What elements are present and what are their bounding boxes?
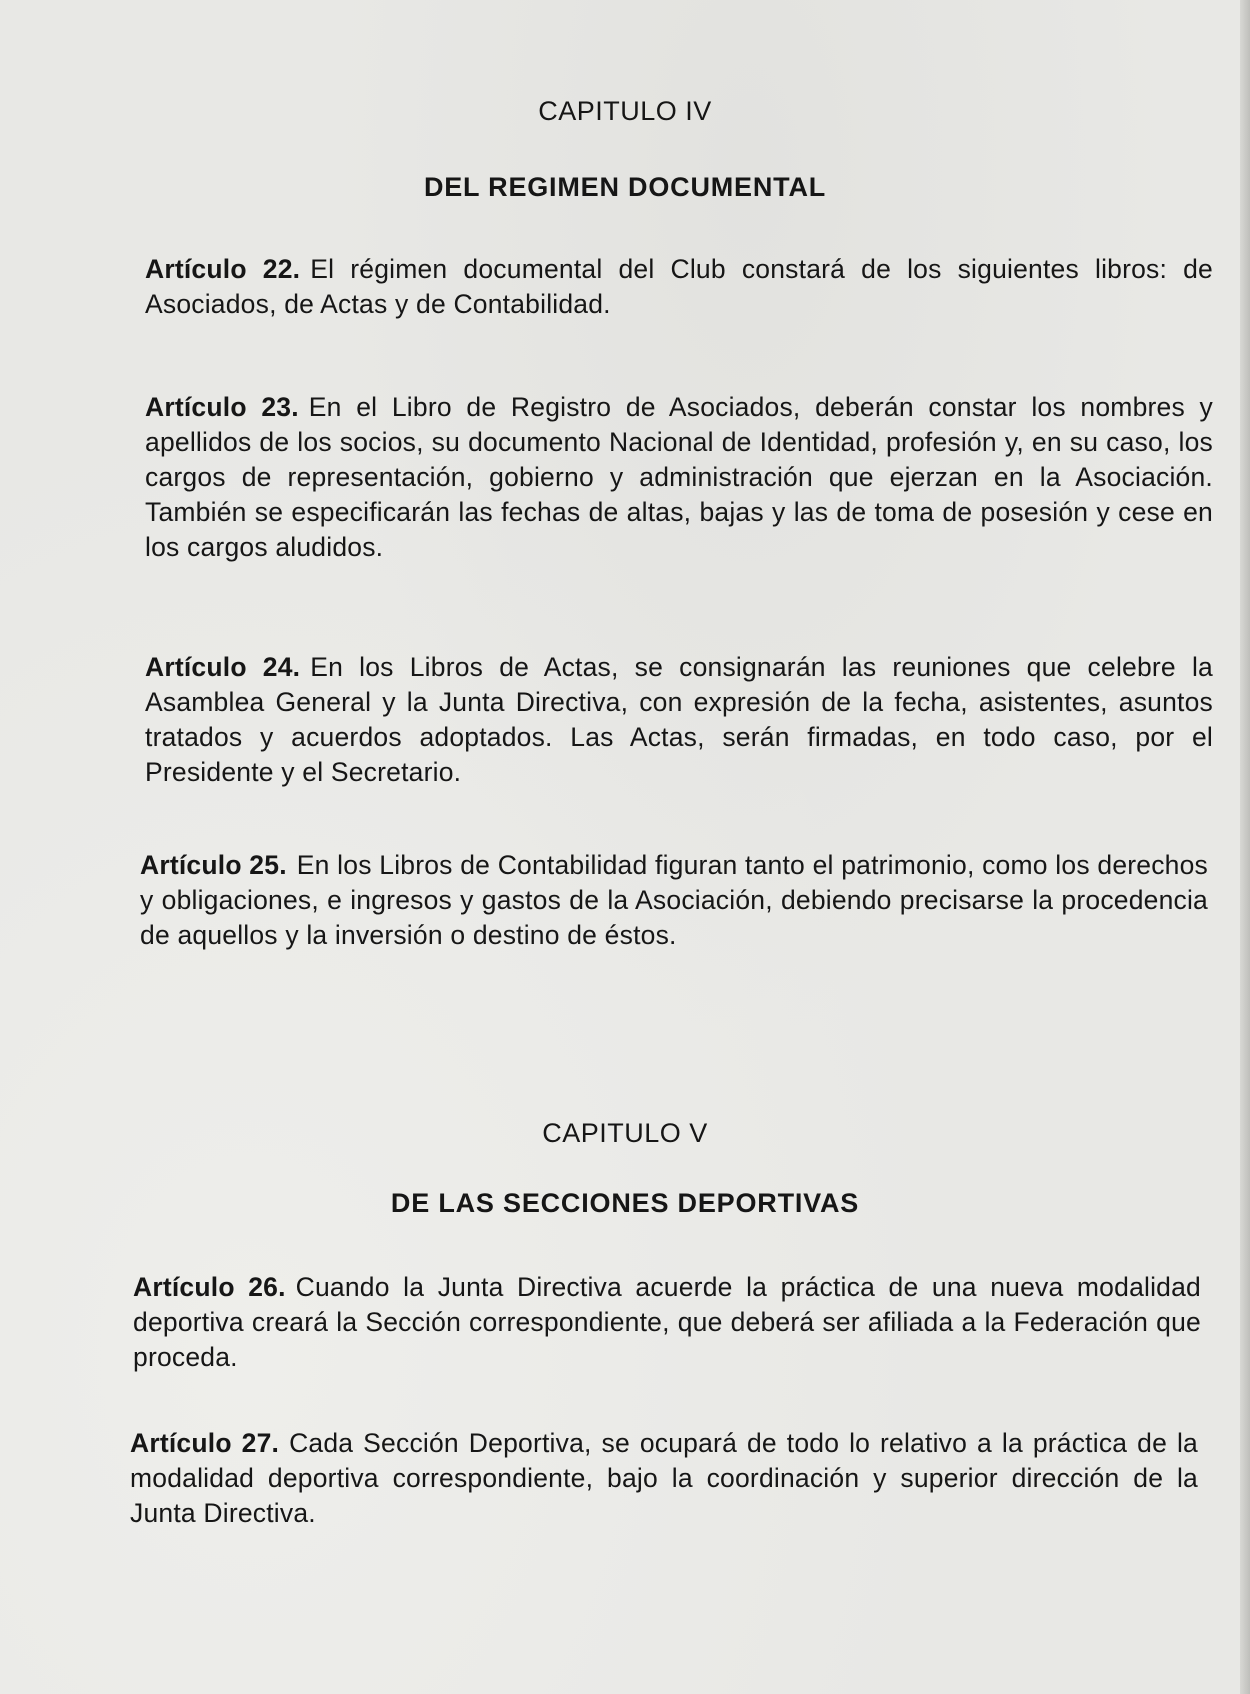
chapter-heading: CAPITULO IV [538,96,712,126]
article-label: Artículo 23. [145,392,299,422]
article-27 [130,1426,1198,1531]
article-label: Artículo 27. [130,1428,280,1458]
chapter-title: DEL REGIMEN DOCUMENTAL [423,172,827,202]
page-edge [1240,0,1250,1694]
article-label: Artículo 26. [133,1272,286,1302]
article-text: En los Libros de Actas, se consignarán las reuniones que celebre la Asamblea General y la Junta Directiva, con expresión de la fecha, asistentes, asuntos tratados y acuerdos adoptados. Las Actas, serán firmadas, en todo caso, por el Presidente y el Secretario. [145,652,1213,787]
article-text: Cada Sección Deportiva, se ocupará de todo lo relativo a la práctica de la modalidad deportiva correspondiente, bajo la coordinación y superior dirección de la Junta Directiva. [130,1428,1198,1528]
article-text: Cuando la Junta Directiva acuerde la práctica de una nueva modalidad deportiva creará la Sección correspondiente, que deberá ser afiliada a la Federación que proceda. [133,1272,1201,1372]
article-26 [133,1270,1201,1375]
article-label: Artículo 25. [140,850,287,880]
article-23 [145,390,1213,565]
chapter-heading: CAPITULO V [542,1118,708,1148]
article-text: En el Libro de Registro de Asociados, deberán constar los nombres y apellidos de los socios, su documento Nacional de Identidad, profesión y, en su caso, los cargos de representación, gobierno y administración que ejerzan en la Asociación. También se especificarán las fechas de altas, bajas y las de toma de posesión y cese en los cargos aludidos. [145,392,1213,562]
article-text: En los Libros de Contabilidad figuran tanto el patrimonio, como los derechos y obligaciones, e ingresos y gastos de la Asociación, debiendo precisarse la procedencia de aquellos y la inversión o destino de éstos. [140,850,1208,950]
article-24 [145,650,1213,790]
article-label: Artículo 24. [145,652,301,682]
article-label: Artículo 22. [145,254,301,284]
chapter-title: DE LAS SECCIONES DEPORTIVAS [390,1188,860,1218]
article-text: El régimen documental del Club constará de los siguientes libros: de Asociados, de Actas y de Contabilidad. [145,254,1213,319]
article-25 [140,848,1208,953]
article-22 [145,252,1213,322]
